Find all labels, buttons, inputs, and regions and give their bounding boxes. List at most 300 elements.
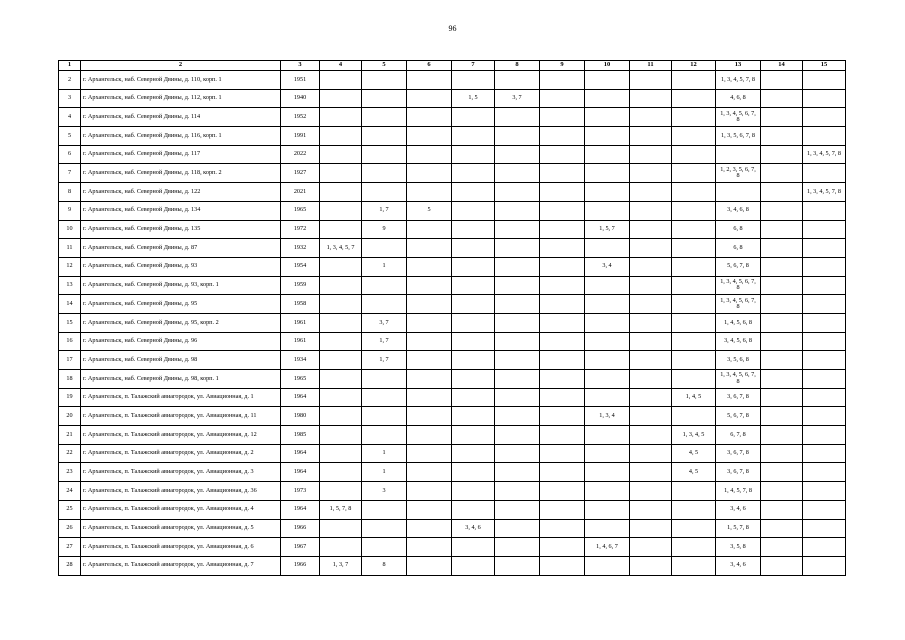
table-cell: 3, 5, 8 [716,538,761,557]
table-cell [672,257,716,276]
table-cell [585,89,630,108]
table-cell [362,426,407,445]
table-cell [407,556,452,575]
table-cell: 1967 [281,538,320,557]
address-cell: г. Архангельск, наб. Северной Двины, д. 116, корп. 1 [81,127,281,146]
table-cell: 26 [59,519,81,538]
table-cell [320,145,362,164]
table-cell [803,426,846,445]
table-cell [407,71,452,90]
column-header: 11 [630,61,672,71]
table-cell [540,332,585,351]
table-cell [320,220,362,239]
table-cell [672,89,716,108]
table-cell [407,313,452,332]
table-cell [585,276,630,295]
table-cell [540,127,585,146]
table-cell [761,444,803,463]
table-cell [630,444,672,463]
table-cell: 7 [59,164,81,183]
table-cell: 1959 [281,276,320,295]
table-cell [630,127,672,146]
table-cell: 1991 [281,127,320,146]
table-cell [585,313,630,332]
table-cell [495,538,540,557]
table-cell [585,295,630,314]
table-cell [761,407,803,426]
table-cell [407,482,452,501]
table-cell [362,295,407,314]
address-cell: г. Архангельск, наб. Северной Двины, д. 134 [81,201,281,220]
table-cell [672,276,716,295]
address-cell: г. Архангельск, наб. Северной Двины, д. 118, корп. 2 [81,164,281,183]
table-cell: 3 [59,89,81,108]
table-cell [585,444,630,463]
table-cell [320,332,362,351]
column-header: 6 [407,61,452,71]
table-row [59,183,846,202]
table-cell [362,370,407,389]
table-cell [540,257,585,276]
table-cell [452,370,495,389]
table-cell [585,519,630,538]
table-cell [362,89,407,108]
table-cell [672,164,716,183]
table-row [59,257,846,276]
table-cell: 10 [59,220,81,239]
table-cell [803,127,846,146]
table-cell: 1964 [281,463,320,482]
table-cell [407,370,452,389]
table-cell: 18 [59,370,81,389]
table-cell [761,556,803,575]
table-cell: 3, 4, 6, 8 [716,201,761,220]
table-cell [803,407,846,426]
table-cell [803,388,846,407]
table-cell: 1952 [281,108,320,127]
table-cell [495,71,540,90]
table-cell: 1973 [281,482,320,501]
table-cell [630,519,672,538]
table-cell [495,295,540,314]
table-cell [452,164,495,183]
table-body [59,71,846,576]
table-cell [630,239,672,258]
table-cell [630,145,672,164]
table-cell: 17 [59,351,81,370]
table-cell [407,444,452,463]
table-cell [452,71,495,90]
table-cell: 6, 7, 8 [716,426,761,445]
table-cell [585,71,630,90]
table-cell [452,407,495,426]
table-cell [761,482,803,501]
table-cell [585,183,630,202]
table-cell [452,276,495,295]
table-cell: 3, 4, 6 [452,519,495,538]
address-cell: г. Архангельск, наб. Северной Двины, д. 95 [81,295,281,314]
table-cell [540,444,585,463]
table-cell: 1961 [281,332,320,351]
table-cell: 1, 4, 5, 7, 8 [716,482,761,501]
table-cell [320,426,362,445]
table-cell [585,463,630,482]
table-cell [761,108,803,127]
table-cell [803,201,846,220]
table-cell [540,556,585,575]
table-row [59,164,846,183]
table-row [59,313,846,332]
column-header: 1 [59,61,81,71]
table-row [59,500,846,519]
table-cell [716,183,761,202]
table-cell [761,426,803,445]
table-cell [540,482,585,501]
table-cell: 5, 6, 7, 8 [716,407,761,426]
address-cell: г. Архангельск, наб. Северной Двины, д. 95, корп. 2 [81,313,281,332]
address-cell: г. Архангельск, п. Талажский авиагородок, ул. Авиационная, д. 2 [81,444,281,463]
table-cell [761,164,803,183]
table-cell [761,257,803,276]
header-row [59,61,846,71]
table-cell: 3, 6, 7, 8 [716,444,761,463]
table-cell [672,556,716,575]
table-cell: 3 [362,482,407,501]
table-cell: 1, 3, 4, 5, 6, 7, 8 [716,370,761,389]
table-cell [672,407,716,426]
table-cell [630,220,672,239]
table-cell [630,463,672,482]
table-row [59,71,846,90]
table-cell [630,257,672,276]
column-header: 15 [803,61,846,71]
table-cell [495,388,540,407]
table-cell [452,444,495,463]
table-cell: 1, 3, 5, 6, 7, 8 [716,127,761,146]
table-cell [585,370,630,389]
table-cell [495,313,540,332]
table-cell: 1 [362,257,407,276]
table-cell: 1, 4, 5 [672,388,716,407]
table-cell [362,127,407,146]
table-cell [540,164,585,183]
table-cell: 1961 [281,313,320,332]
table-cell: 3, 7 [495,89,540,108]
table-cell: 21 [59,426,81,445]
table-cell [716,145,761,164]
table-cell [320,183,362,202]
table-row [59,108,846,127]
table-cell [803,463,846,482]
table-cell [585,500,630,519]
table-cell [407,145,452,164]
table-cell [630,538,672,557]
table-cell [495,220,540,239]
table-cell: 1, 3, 4, 5, 6, 7, 8 [716,276,761,295]
table-cell [630,370,672,389]
table-cell: 4, 5 [672,444,716,463]
address-cell: г. Архангельск, наб. Северной Двины, д. 117 [81,145,281,164]
table-cell [761,183,803,202]
table-cell [803,519,846,538]
table-cell [495,351,540,370]
table-cell [407,426,452,445]
table-cell [672,108,716,127]
table-cell [761,388,803,407]
table-cell [495,407,540,426]
address-cell: г. Архангельск, наб. Северной Двины, д. 98 [81,351,281,370]
column-header: 13 [716,61,761,71]
table-cell [803,313,846,332]
table-cell: 1958 [281,295,320,314]
table-row [59,145,846,164]
table-row [59,388,846,407]
table-cell [362,164,407,183]
table-cell [495,482,540,501]
table-cell [630,108,672,127]
table-cell [672,183,716,202]
table-row [59,276,846,295]
table-cell: 5 [407,201,452,220]
table-cell [630,482,672,501]
table-cell [803,556,846,575]
table-cell: 22 [59,444,81,463]
table-cell [761,295,803,314]
table-cell [452,556,495,575]
table-cell: 1964 [281,500,320,519]
table-cell [495,239,540,258]
column-header: 2 [81,61,281,71]
table-cell [495,519,540,538]
table-cell [672,313,716,332]
table-cell [320,201,362,220]
table-cell: 11 [59,239,81,258]
table-cell [495,145,540,164]
table-cell [452,108,495,127]
table-cell [320,407,362,426]
table-cell [672,482,716,501]
table-cell [761,519,803,538]
table-cell: 14 [59,295,81,314]
table-cell [672,220,716,239]
table-row [59,538,846,557]
table-cell: 8 [59,183,81,202]
table-cell: 1, 3, 4, 5, 6, 7, 8 [716,295,761,314]
address-cell: г. Архангельск, наб. Северной Двины, д. 122 [81,183,281,202]
table-cell: 3, 5, 6, 8 [716,351,761,370]
table-cell: 1, 2, 3, 5, 6, 7, 8 [716,164,761,183]
table-cell [452,239,495,258]
table-cell [452,257,495,276]
table-cell [630,183,672,202]
table-cell: 1932 [281,239,320,258]
table-row [59,201,846,220]
table-row [59,89,846,108]
address-cell: г. Архангельск, наб. Северной Двины, д. 93, корп. 1 [81,276,281,295]
table-cell [672,295,716,314]
table-cell [585,164,630,183]
table-cell [672,351,716,370]
table-cell [320,370,362,389]
table-cell [407,89,452,108]
table-cell [672,71,716,90]
table-cell [585,482,630,501]
table-cell: 1, 4, 5, 6, 8 [716,313,761,332]
address-cell: г. Архангельск, п. Талажский авиагородок, ул. Авиационная, д. 5 [81,519,281,538]
table-cell [672,370,716,389]
table-cell [495,164,540,183]
address-cell: г. Архангельск, п. Талажский авиагородок, ул. Авиационная, д. 11 [81,407,281,426]
table-cell: 9 [362,220,407,239]
table-row [59,482,846,501]
table-cell: 2022 [281,145,320,164]
column-header: 14 [761,61,803,71]
table-cell [761,220,803,239]
table-cell [630,313,672,332]
table-cell: 1, 3, 4 [585,407,630,426]
table-cell [452,201,495,220]
table-row [59,332,846,351]
table-cell [407,500,452,519]
table-cell [540,313,585,332]
table-cell [452,220,495,239]
table-cell [585,108,630,127]
table-cell [761,71,803,90]
table-cell [540,407,585,426]
table-cell [452,145,495,164]
table-cell [362,538,407,557]
table-row [59,370,846,389]
table-cell [495,183,540,202]
table-cell [672,239,716,258]
address-cell: г. Архангельск, наб. Северной Двины, д. 110, корп. 1 [81,71,281,90]
table-cell [761,313,803,332]
table-cell [630,407,672,426]
table-cell: 1, 3, 4, 5, 7, 8 [716,71,761,90]
table-cell [761,127,803,146]
table-cell [320,313,362,332]
table-cell [540,239,585,258]
table-cell [495,332,540,351]
table-cell [672,500,716,519]
table-cell: 1, 3, 4, 5, 7, 8 [803,145,846,164]
table-cell: 15 [59,313,81,332]
table-cell: 1, 3, 7 [320,556,362,575]
table-cell: 1954 [281,257,320,276]
table-row [59,407,846,426]
table-cell [803,538,846,557]
table-cell: 20 [59,407,81,426]
table-cell [630,164,672,183]
table-cell [761,201,803,220]
table-cell [407,463,452,482]
table-cell: 3, 4 [585,257,630,276]
table-cell: 23 [59,463,81,482]
table-cell [630,556,672,575]
table-cell: 24 [59,482,81,501]
table-cell [540,295,585,314]
table-cell [540,370,585,389]
table-cell [362,183,407,202]
table-cell [630,201,672,220]
table-cell [320,482,362,501]
table-cell [803,108,846,127]
table-cell: 1964 [281,444,320,463]
table-cell: 9 [59,201,81,220]
table-row [59,351,846,370]
address-cell: г. Архангельск, п. Талажский авиагородок, ул. Авиационная, д. 3 [81,463,281,482]
table-cell [672,201,716,220]
table-cell [803,444,846,463]
table-cell: 1 [362,444,407,463]
table-cell [407,220,452,239]
table-cell: 8 [362,556,407,575]
table-cell: 1965 [281,370,320,389]
address-cell: г. Архангельск, наб. Северной Двины, д. 98, корп. 1 [81,370,281,389]
table-cell [495,500,540,519]
table-row [59,463,846,482]
table-cell: 3, 4, 6 [716,556,761,575]
column-header: 5 [362,61,407,71]
table-cell [630,426,672,445]
address-cell: г. Архангельск, п. Талажский авиагородок, ул. Авиационная, д. 12 [81,426,281,445]
table-cell [495,276,540,295]
table-cell: 12 [59,257,81,276]
table-cell [452,313,495,332]
table-cell: 19 [59,388,81,407]
table-cell [495,257,540,276]
table-cell: 1, 5, 7, 8 [320,500,362,519]
table-cell [585,127,630,146]
table-cell: 6, 8 [716,220,761,239]
table-cell [803,220,846,239]
table-cell [761,89,803,108]
table-cell [540,89,585,108]
table-cell [761,538,803,557]
address-cell: г. Архангельск, наб. Северной Двины, д. 112, корп. 1 [81,89,281,108]
table-row [59,295,846,314]
table-cell [407,276,452,295]
table-cell [407,127,452,146]
table-cell [362,388,407,407]
table-cell: 6 [59,145,81,164]
table-cell [452,295,495,314]
table-cell [585,388,630,407]
table-cell [362,71,407,90]
address-cell: г. Архангельск, наб. Северной Двины, д. 93 [81,257,281,276]
table-cell [362,500,407,519]
table-cell [803,332,846,351]
table-cell [495,127,540,146]
table-cell [320,538,362,557]
table-cell [540,500,585,519]
table-cell [452,183,495,202]
table-cell [630,351,672,370]
table-cell [630,388,672,407]
table-cell: 1972 [281,220,320,239]
table-cell: 4, 5 [672,463,716,482]
table-cell [803,295,846,314]
table-cell: 5 [59,127,81,146]
table-cell: 1, 3, 4, 5, 7 [320,239,362,258]
table-cell [803,257,846,276]
table-cell: 2 [59,71,81,90]
table-cell [540,426,585,445]
table-cell [761,463,803,482]
address-cell: г. Архангельск, наб. Северной Двины, д. 87 [81,239,281,258]
table-cell [407,407,452,426]
table-cell [540,276,585,295]
